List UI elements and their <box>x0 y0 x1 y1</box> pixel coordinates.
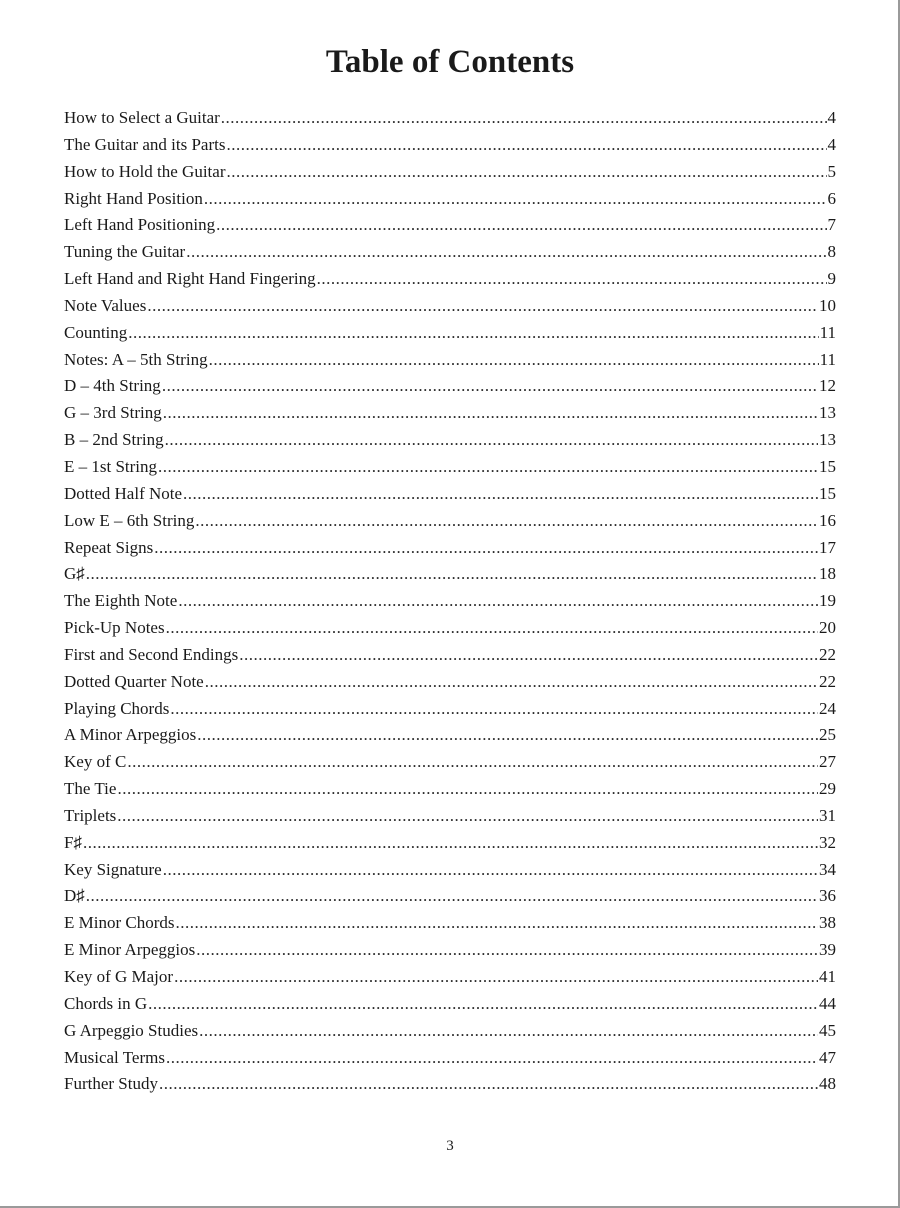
toc-entry-page: 20 <box>819 618 836 638</box>
toc-entry[interactable] <box>64 347 836 374</box>
toc-entry-label: Key Signature <box>64 859 162 879</box>
toc-entry-label: First and Second Endings <box>64 644 239 664</box>
toc-entry-page: 4 <box>827 108 836 127</box>
toc-entry-page: 27 <box>819 752 836 772</box>
dot-leader <box>127 749 818 776</box>
toc-entry-label: Chords in G <box>64 993 148 1013</box>
toc-entry-page: 11 <box>819 349 836 369</box>
dot-leader <box>159 1071 818 1098</box>
toc-entry-page: 13 <box>819 403 836 423</box>
dot-leader <box>166 1045 818 1072</box>
toc-entry-page: 19 <box>819 591 836 611</box>
toc-entry-label: Dotted Half Note <box>64 483 183 503</box>
dot-leader <box>176 910 819 937</box>
toc-entry-page: 11 <box>819 322 836 342</box>
toc-entry-page: 15 <box>819 456 836 476</box>
dot-leader <box>158 454 818 481</box>
toc-entry[interactable] <box>64 857 836 884</box>
toc-entry[interactable] <box>64 910 836 937</box>
toc-entry[interactable] <box>64 937 836 964</box>
toc-entry-label: Musical Terms <box>64 1047 165 1067</box>
toc-entry-page: 36 <box>819 886 836 906</box>
toc-entry[interactable] <box>64 535 836 562</box>
dot-leader <box>186 239 826 266</box>
toc-entry-label: Right Hand Position <box>64 188 203 208</box>
dot-leader <box>117 776 818 803</box>
toc-entry-label: Left Hand and Right Hand Fingering <box>64 269 316 289</box>
toc-entry[interactable] <box>64 1045 836 1072</box>
toc-entry-page: 5 <box>827 161 836 181</box>
dot-leader <box>199 1018 818 1045</box>
toc-entry-label: E Minor Chords <box>64 913 175 933</box>
toc-entry[interactable] <box>64 964 836 991</box>
toc-entry[interactable] <box>64 883 836 910</box>
toc-entry-label: D♯ <box>64 886 85 906</box>
dot-leader <box>170 696 818 723</box>
toc-entry[interactable] <box>64 212 836 239</box>
toc-entry-page: 32 <box>819 832 836 852</box>
dot-leader <box>195 508 818 535</box>
toc-entry[interactable] <box>64 320 836 347</box>
toc-entry-label: Left Hand Positioning <box>64 215 216 235</box>
dot-leader <box>165 427 818 454</box>
dot-leader <box>183 481 818 508</box>
toc-entry-label: A Minor Arpeggios <box>64 725 197 745</box>
toc-entry-label: Low E – 6th String <box>64 510 195 530</box>
toc-entry-label: Counting <box>64 322 128 342</box>
toc-entry[interactable] <box>64 722 836 749</box>
toc-entry[interactable] <box>64 1071 836 1098</box>
toc-entry-label: Playing Chords <box>64 698 170 718</box>
toc-entry-label: The Guitar and its Parts <box>64 134 226 154</box>
toc-entry-label: Key of G Major <box>64 967 174 986</box>
toc-entry-label: Note Values <box>64 295 147 315</box>
toc-entry[interactable] <box>64 266 836 293</box>
dot-leader <box>209 347 819 374</box>
toc-entry-page: 10 <box>819 295 836 315</box>
toc-entry-label: Tuning the Guitar <box>64 242 186 262</box>
toc-entry[interactable] <box>64 1018 836 1045</box>
toc-entry-label: Pick-Up Notes <box>64 618 165 638</box>
dot-leader <box>86 561 818 588</box>
dot-leader <box>163 400 818 427</box>
toc-entry[interactable] <box>64 132 836 159</box>
toc-entry-label: F♯ <box>64 832 82 852</box>
toc-entry-page: 25 <box>819 725 836 745</box>
toc-entry-page: 29 <box>819 779 836 799</box>
toc-entry[interactable] <box>64 373 836 400</box>
dot-leader <box>147 293 818 320</box>
dot-leader <box>163 857 818 884</box>
toc-entry-label: Dotted Quarter Note <box>64 671 204 691</box>
toc-entry[interactable] <box>64 105 836 132</box>
toc-entry[interactable] <box>64 159 836 186</box>
toc-entry-page: 38 <box>819 913 836 933</box>
toc-entry[interactable] <box>64 615 836 642</box>
toc-entry-page: 12 <box>819 376 836 396</box>
dot-leader <box>204 186 827 213</box>
dot-leader <box>162 373 818 400</box>
page-number: 3 <box>446 1138 454 1154</box>
toc-entry[interactable] <box>64 588 836 615</box>
table-of-contents-list <box>64 105 836 1098</box>
toc-entry[interactable] <box>64 239 836 266</box>
dot-leader <box>166 615 818 642</box>
toc-entry-page: 39 <box>819 940 836 960</box>
dot-leader <box>128 320 818 347</box>
dot-leader <box>226 132 826 159</box>
toc-entry[interactable] <box>64 427 836 454</box>
toc-entry-label: Key of C <box>64 752 127 772</box>
toc-entry-label: E – 1st String <box>64 456 158 476</box>
dot-leader <box>117 803 818 830</box>
dot-leader <box>178 588 818 615</box>
toc-entry[interactable] <box>64 186 836 213</box>
toc-entry-page: 47 <box>819 1047 836 1067</box>
dot-leader <box>174 964 818 991</box>
toc-entry[interactable] <box>64 991 836 1018</box>
toc-entry[interactable] <box>64 749 836 776</box>
toc-entry-page: 22 <box>819 671 836 691</box>
toc-entry-label: G♯ <box>64 564 85 584</box>
toc-entry[interactable] <box>64 508 836 535</box>
toc-entry-label: E Minor Arpeggios <box>64 940 196 960</box>
toc-entry-page: 31 <box>819 805 836 825</box>
toc-entry-label: How to Hold the Guitar <box>64 161 226 181</box>
toc-entry[interactable] <box>64 669 836 696</box>
toc-entry-page: 44 <box>819 993 836 1013</box>
toc-entry[interactable] <box>64 400 836 427</box>
toc-entry[interactable] <box>64 454 836 481</box>
toc-entry-page: 9 <box>827 269 836 289</box>
toc-entry-label: Notes: A – 5th String <box>64 349 208 369</box>
toc-entry-label: The Tie <box>64 779 117 799</box>
toc-entry-label: How to Select a Guitar <box>64 108 220 127</box>
toc-entry-page: 7 <box>827 215 836 235</box>
toc-entry-page: 16 <box>819 510 836 530</box>
toc-entry-page: 45 <box>819 1020 836 1040</box>
dot-leader <box>154 535 818 562</box>
toc-entry-page: 17 <box>819 537 836 557</box>
toc-entry[interactable] <box>64 561 836 588</box>
toc-entry-label: Repeat Signs <box>64 537 154 557</box>
dot-leader <box>226 159 826 186</box>
toc-entry[interactable] <box>64 642 836 669</box>
toc-entry-page: 24 <box>819 698 836 718</box>
toc-entry-label: Triplets <box>64 805 117 825</box>
dot-leader <box>317 266 827 293</box>
dot-leader <box>196 937 818 964</box>
dot-leader <box>197 722 818 749</box>
toc-entry-label: D – 4th String <box>64 376 161 396</box>
toc-entry-page: 4 <box>827 134 836 154</box>
toc-entry-page: 15 <box>819 483 836 503</box>
toc-entry[interactable] <box>64 481 836 508</box>
dot-leader <box>216 212 826 239</box>
toc-entry-page: 13 <box>819 430 836 450</box>
toc-entry-page: 6 <box>827 188 836 208</box>
toc-entry-label: G Arpeggio Studies <box>64 1020 199 1040</box>
toc-entry-page: 8 <box>827 242 836 262</box>
toc-entry-page: 22 <box>819 644 836 664</box>
toc-entry-label: G – 3rd String <box>64 403 162 423</box>
toc-entry[interactable] <box>64 293 836 320</box>
toc-entry-label: Further Study <box>64 1074 158 1094</box>
toc-entry-page: 18 <box>819 564 836 584</box>
toc-entry-label: B – 2nd String <box>64 430 164 450</box>
toc-entry-page: 34 <box>819 859 836 879</box>
dot-leader <box>83 830 818 857</box>
toc-entry[interactable] <box>64 776 836 803</box>
dot-leader <box>86 883 818 910</box>
toc-entry[interactable] <box>64 803 836 830</box>
dot-leader <box>205 669 818 696</box>
dot-leader <box>148 991 818 1018</box>
dot-leader <box>239 642 818 669</box>
toc-entry[interactable] <box>64 696 836 723</box>
toc-entry-label: The Eighth Note <box>64 591 178 611</box>
dot-leader <box>221 105 827 132</box>
toc-entry-page: 41 <box>819 967 836 986</box>
toc-entry[interactable] <box>64 830 836 857</box>
page-title: Table of Contents <box>325 44 575 80</box>
toc-entry-page: 48 <box>819 1074 836 1094</box>
